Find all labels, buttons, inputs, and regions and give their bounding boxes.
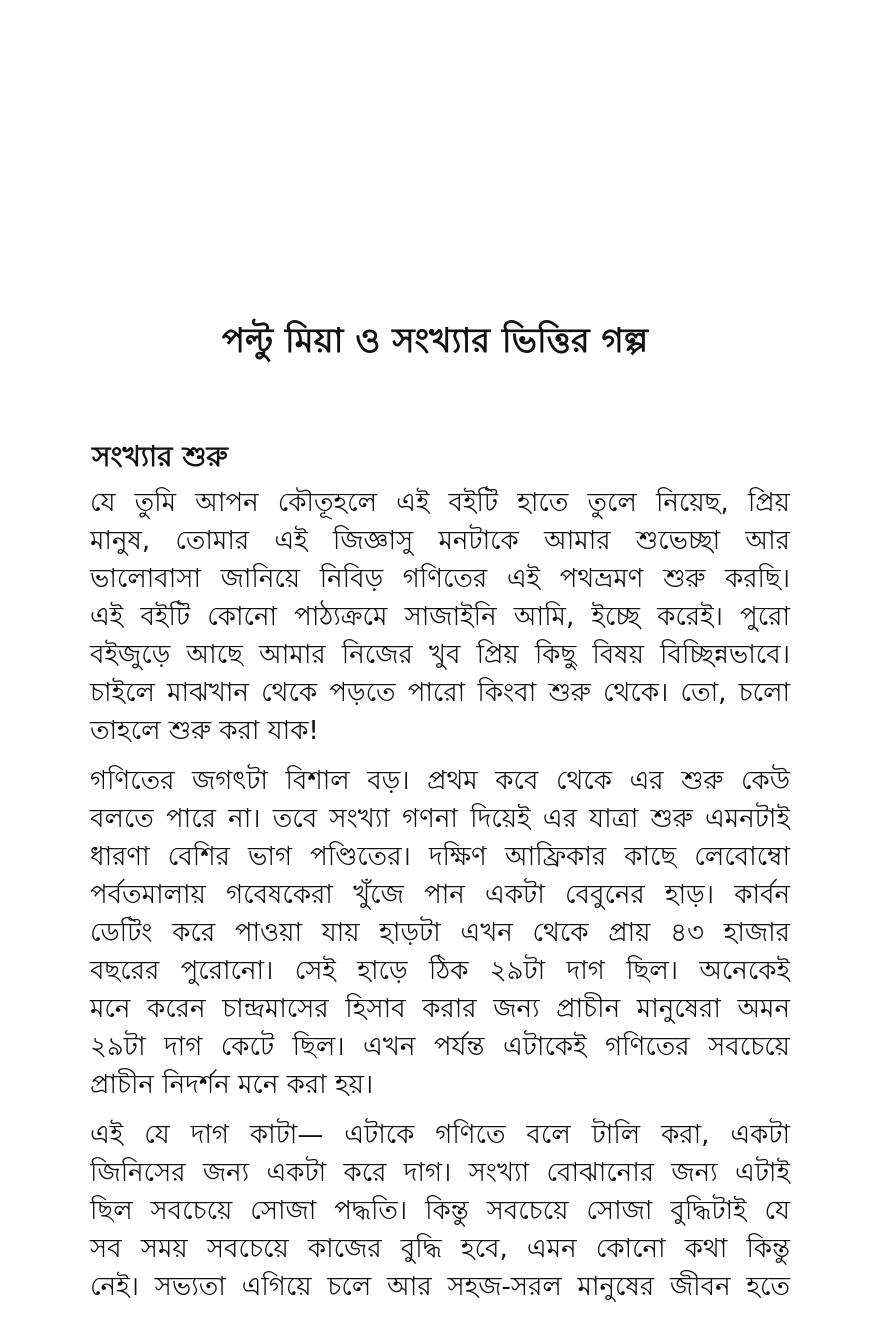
- text-line: ভালোবাসা জানিয়ে নিবিড় গণিতের এই পথভ্রমণ শুরু করছি।: [90, 564, 790, 594]
- text-line: তাহলে শুরু করা যাক!: [90, 716, 319, 746]
- text-line: যে তুমি আপন কৌতূহলে এই বইটি হাতে তুলে নিয়েছ, প্রিয়: [90, 488, 790, 518]
- text-line: নেই। সভ্যতা এগিয়ে চলে আর সহজ-সরল মানুষের জীবন হতে: [90, 1272, 790, 1302]
- text-line: ছিল সবচেয়ে সোজা পদ্ধতি। কিন্তু সবচেয়ে সোজা বুদ্ধিটাই যে: [90, 1196, 790, 1226]
- text-line: মনে করেন চান্দ্রমাসের হিসাব করার জন্য প্রাচীন মানুষেরা অমন: [90, 994, 790, 1024]
- section-heading: সংখ্যার শুরু: [92, 440, 228, 473]
- text-line: এই বইটি কোনো পাঠ্যক্রমে সাজাইনি আমি, ইচ্ছে করেই। পুরো: [90, 602, 790, 632]
- chapter-title: পল্টু মিয়া ও সংখ্যার ভিত্তির গল্প: [221, 321, 649, 361]
- text-line: চাইলে মাঝখান থেকে পড়তে পারো কিংবা শুরু থেকে। তো, চলো: [90, 678, 790, 708]
- text-line: জিনিসের জন্য একটা করে দাগ। সংখ্যা বোঝানোর জন্য এটাই: [90, 1158, 790, 1188]
- paragraph-1: [90, 484, 790, 750]
- text-line: বলতে পারে না। তবে সংখ্যা গণনা দিয়েই এর যাত্রা শুরু এমনটাই: [90, 804, 790, 834]
- text-line: গণিতের জগৎটা বিশাল বড়। প্রথম কবে থেকে এর শুরু কেউ: [90, 766, 790, 796]
- text-line: বইজুড়ে আছে আমার নিজের খুব প্রিয় কিছু বিষয় বিচ্ছিন্নভাবে।: [90, 640, 790, 670]
- body-text: [90, 484, 790, 1318]
- text-line: এই যে দাগ কাটা— এটাকে গণিতে বলে টালি করা, একটা: [90, 1120, 790, 1150]
- text-line: ২৯টা দাগ কেটে ছিল। এখন পর্যন্ত এটাকেই গণিতের সবচেয়ে: [90, 1032, 790, 1062]
- text-line: মানুষ, তোমার এই জিজ্ঞাসু মনটাকে আমার শুভেচ্ছা আর: [90, 526, 790, 556]
- text-line: প্রাচীন নিদর্শন মনে করা হয়।: [90, 1070, 374, 1100]
- text-line: ধারণা বেশির ভাগ পণ্ডিতের। দক্ষিণ আফ্রিকার কাছে লেবোম্বো: [90, 842, 790, 872]
- paragraph-3: [90, 1116, 790, 1306]
- text-line: ডেটিং করে পাওয়া যায় হাড়টা এখন থেকে প্রায় ৪৩ হাজার: [90, 918, 790, 948]
- text-line: সব সময় সবচেয়ে কাজের বুদ্ধি হবে, এমন কোনো কথা কিন্তু: [90, 1234, 790, 1264]
- paragraph-2: [90, 762, 790, 1104]
- text-line: বছরের পুরোনো। সেই হাড়ে ঠিক ২৯টা দাগ ছিল। অনেকেই: [90, 956, 790, 986]
- text-line: পর্বতমালায় গবেষকেরা খুঁজে পান একটা বেবুনের হাড়। কার্বন: [90, 880, 790, 910]
